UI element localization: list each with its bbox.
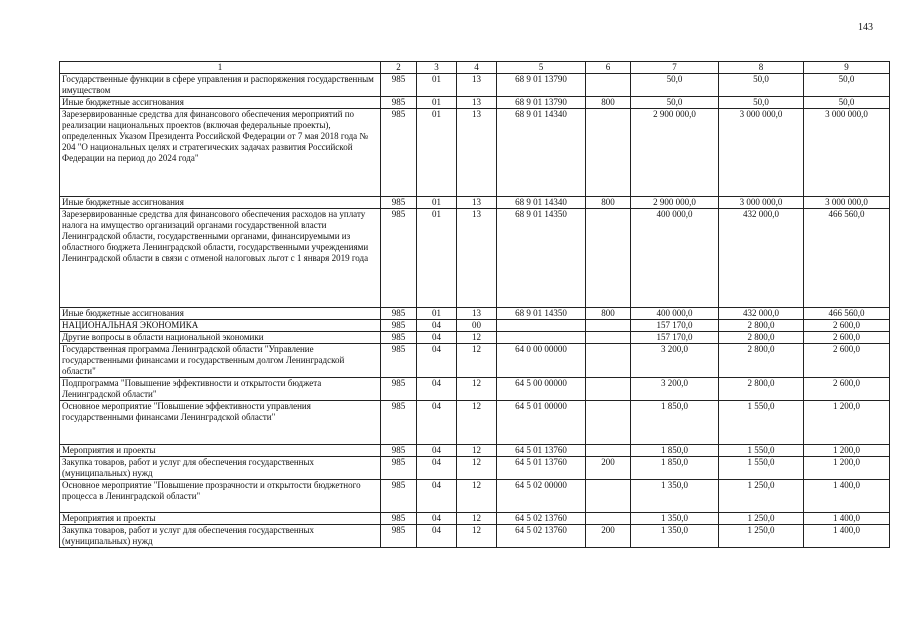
value-cell: 3 200,0 (631, 378, 719, 401)
value-cell (586, 513, 631, 525)
row-name-cell: Иные бюджетные ассигнования (60, 308, 381, 320)
table-row (60, 378, 890, 401)
value-cell: 157 170,0 (631, 332, 719, 344)
header-row (60, 62, 890, 74)
row-name-cell: Государственная программа Ленинградской области "Управление государственными финансами и государственным долгом Ленинградской области" (60, 344, 381, 378)
value-cell: 12 (457, 457, 497, 480)
value-cell: 00 (457, 320, 497, 332)
table-row (60, 457, 890, 480)
row-name-cell: Основное мероприятие "Повышение прозрачности и открытости бюджетного процесса в Ленинградской области" (60, 480, 381, 513)
row-name-cell: Подпрограмма "Повышение эффективности и открытости бюджета Ленинградской области" (60, 378, 381, 401)
value-cell: 13 (457, 97, 497, 109)
value-cell: 1 200,0 (804, 445, 890, 457)
value-cell: 2 600,0 (804, 320, 890, 332)
value-cell: 1 250,0 (719, 525, 804, 548)
value-cell: 64 5 02 13760 (497, 525, 586, 548)
row-name-cell: НАЦИОНАЛЬНАЯ ЭКОНОМИКА (60, 320, 381, 332)
value-cell: 68 9 01 13790 (497, 74, 586, 97)
row-name-cell: Закупка товаров, работ и услуг для обеспечения государственных (муниципальных) нужд (60, 457, 381, 480)
value-cell: 2 600,0 (804, 344, 890, 378)
value-cell: 50,0 (804, 74, 890, 97)
value-cell: 985 (381, 109, 417, 197)
value-cell: 432 000,0 (719, 308, 804, 320)
table-row (60, 332, 890, 344)
value-cell: 64 5 01 13760 (497, 457, 586, 480)
value-cell: 985 (381, 308, 417, 320)
value-cell: 68 9 01 14350 (497, 308, 586, 320)
value-cell: 466 560,0 (804, 308, 890, 320)
header-cell: 8 (719, 62, 804, 74)
value-cell: 2 900 000,0 (631, 109, 719, 197)
value-cell: 985 (381, 445, 417, 457)
value-cell: 64 0 00 00000 (497, 344, 586, 378)
value-cell: 64 5 02 13760 (497, 513, 586, 525)
value-cell: 68 9 01 13790 (497, 97, 586, 109)
value-cell: 13 (457, 209, 497, 308)
value-cell: 04 (417, 457, 457, 480)
value-cell (586, 332, 631, 344)
value-cell: 2 800,0 (719, 378, 804, 401)
row-name-cell: Другие вопросы в области национальной экономики (60, 332, 381, 344)
value-cell: 13 (457, 109, 497, 197)
value-cell: 1 850,0 (631, 457, 719, 480)
table-row (60, 74, 890, 97)
value-cell: 12 (457, 525, 497, 548)
value-cell: 985 (381, 378, 417, 401)
value-cell: 12 (457, 378, 497, 401)
value-cell: 400 000,0 (631, 308, 719, 320)
value-cell: 800 (586, 97, 631, 109)
value-cell: 985 (381, 525, 417, 548)
value-cell (497, 320, 586, 332)
value-cell: 04 (417, 401, 457, 445)
value-cell: 68 9 01 14340 (497, 109, 586, 197)
value-cell: 04 (417, 445, 457, 457)
header-cell: 5 (497, 62, 586, 74)
value-cell: 68 9 01 14350 (497, 209, 586, 308)
value-cell (586, 344, 631, 378)
value-cell: 68 9 01 14340 (497, 197, 586, 209)
table-row (60, 445, 890, 457)
value-cell: 985 (381, 332, 417, 344)
value-cell: 01 (417, 308, 457, 320)
table-row (60, 97, 890, 109)
value-cell: 200 (586, 457, 631, 480)
row-name-cell: Мероприятия и проекты (60, 513, 381, 525)
value-cell: 985 (381, 457, 417, 480)
value-cell (586, 209, 631, 308)
value-cell: 64 5 01 00000 (497, 401, 586, 445)
value-cell: 1 250,0 (719, 480, 804, 513)
value-cell: 1 400,0 (804, 480, 890, 513)
table-row (60, 513, 890, 525)
table-row (60, 344, 890, 378)
value-cell: 3 000 000,0 (804, 109, 890, 197)
value-cell: 400 000,0 (631, 209, 719, 308)
value-cell: 12 (457, 480, 497, 513)
value-cell: 3 200,0 (631, 344, 719, 378)
value-cell: 04 (417, 378, 457, 401)
value-cell: 50,0 (631, 97, 719, 109)
value-cell: 985 (381, 74, 417, 97)
value-cell: 50,0 (804, 97, 890, 109)
row-name-cell: Закупка товаров, работ и услуг для обеспечения государственных (муниципальных) нужд (60, 525, 381, 548)
value-cell: 50,0 (719, 74, 804, 97)
row-name-cell: Государственные функции в сфере управления и распоряжения государственным имуществом (60, 74, 381, 97)
value-cell: 157 170,0 (631, 320, 719, 332)
value-cell: 985 (381, 344, 417, 378)
table-row (60, 109, 890, 197)
row-name-cell: Иные бюджетные ассигнования (60, 197, 381, 209)
value-cell: 985 (381, 197, 417, 209)
value-cell (586, 74, 631, 97)
table-row (60, 197, 890, 209)
value-cell: 01 (417, 97, 457, 109)
value-cell: 12 (457, 344, 497, 378)
value-cell: 04 (417, 344, 457, 378)
value-cell: 432 000,0 (719, 209, 804, 308)
row-name-cell: Зарезервированные средства для финансового обеспечения расходов на уплату налога на имущество организаций органами государственной власти Ленинградской области, государственными органами, финансируемыми из областного бюджета Ленинградской области, государственными учреждениями Ленинградской области в связи с отменой налоговых льгот с 1 января 2019 года (60, 209, 381, 308)
value-cell: 1 400,0 (804, 513, 890, 525)
value-cell: 12 (457, 401, 497, 445)
header-cell: 4 (457, 62, 497, 74)
value-cell: 1 550,0 (719, 445, 804, 457)
row-name-cell: Зарезервированные средства для финансового обеспечения мероприятий по реализации национальных проектов (включая федеральные проекты), определенных Указом Президента Российской Федерации от 7 мая 2018 года № 204 "О национальных целях и стратегических задачах развития Российской Федерации на период до 2024 года" (60, 109, 381, 197)
value-cell: 1 550,0 (719, 457, 804, 480)
value-cell: 1 350,0 (631, 513, 719, 525)
value-cell: 2 600,0 (804, 332, 890, 344)
value-cell: 01 (417, 109, 457, 197)
table-row (60, 308, 890, 320)
value-cell: 1 350,0 (631, 480, 719, 513)
header-cell: 1 (60, 62, 381, 74)
value-cell: 2 800,0 (719, 344, 804, 378)
header-cell: 3 (417, 62, 457, 74)
value-cell: 2 900 000,0 (631, 197, 719, 209)
value-cell: 200 (586, 525, 631, 548)
value-cell: 1 850,0 (631, 445, 719, 457)
value-cell: 1 200,0 (804, 401, 890, 445)
value-cell: 64 5 01 13760 (497, 445, 586, 457)
value-cell: 466 560,0 (804, 209, 890, 308)
value-cell: 800 (586, 197, 631, 209)
header-cell: 6 (586, 62, 631, 74)
value-cell: 01 (417, 74, 457, 97)
value-cell: 64 5 02 00000 (497, 480, 586, 513)
table-row (60, 209, 890, 308)
table-row (60, 525, 890, 548)
budget-table (59, 61, 890, 548)
value-cell: 1 250,0 (719, 513, 804, 525)
header-cell: 7 (631, 62, 719, 74)
value-cell: 04 (417, 332, 457, 344)
value-cell: 1 850,0 (631, 401, 719, 445)
value-cell: 1 350,0 (631, 525, 719, 548)
value-cell: 3 000 000,0 (719, 109, 804, 197)
value-cell: 2 800,0 (719, 332, 804, 344)
row-name-cell: Иные бюджетные ассигнования (60, 97, 381, 109)
value-cell (586, 401, 631, 445)
value-cell (586, 378, 631, 401)
value-cell: 2 600,0 (804, 378, 890, 401)
value-cell: 50,0 (719, 97, 804, 109)
row-name-cell: Основное мероприятие "Повышение эффективности управления государственными финансами Ленинградской области" (60, 401, 381, 445)
value-cell: 2 800,0 (719, 320, 804, 332)
value-cell: 985 (381, 401, 417, 445)
value-cell: 13 (457, 197, 497, 209)
value-cell: 1 550,0 (719, 401, 804, 445)
value-cell: 3 000 000,0 (804, 197, 890, 209)
value-cell: 985 (381, 320, 417, 332)
value-cell: 800 (586, 308, 631, 320)
value-cell: 04 (417, 480, 457, 513)
value-cell: 1 200,0 (804, 457, 890, 480)
value-cell: 3 000 000,0 (719, 197, 804, 209)
value-cell (586, 480, 631, 513)
header-cell: 9 (804, 62, 890, 74)
value-cell: 1 400,0 (804, 525, 890, 548)
value-cell: 13 (457, 308, 497, 320)
value-cell: 985 (381, 513, 417, 525)
value-cell (586, 320, 631, 332)
value-cell: 50,0 (631, 74, 719, 97)
value-cell: 64 5 00 00000 (497, 378, 586, 401)
value-cell: 13 (457, 74, 497, 97)
value-cell: 01 (417, 209, 457, 308)
value-cell: 04 (417, 525, 457, 548)
value-cell (586, 445, 631, 457)
value-cell (586, 109, 631, 197)
value-cell: 12 (457, 332, 497, 344)
value-cell: 04 (417, 513, 457, 525)
row-name-cell: Мероприятия и проекты (60, 445, 381, 457)
value-cell: 12 (457, 513, 497, 525)
value-cell (497, 332, 586, 344)
value-cell: 12 (457, 445, 497, 457)
value-cell: 01 (417, 197, 457, 209)
value-cell: 04 (417, 320, 457, 332)
header-cell: 2 (381, 62, 417, 74)
table-row (60, 320, 890, 332)
value-cell: 985 (381, 209, 417, 308)
table-row (60, 401, 890, 445)
page-number: 143 (858, 22, 873, 33)
value-cell: 985 (381, 480, 417, 513)
table-row (60, 480, 890, 513)
value-cell: 985 (381, 97, 417, 109)
